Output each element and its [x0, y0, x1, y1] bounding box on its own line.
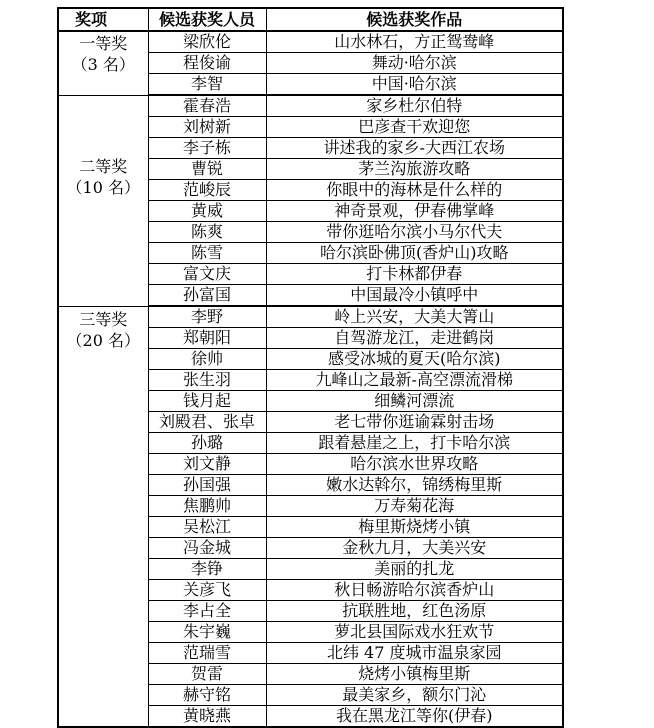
candidate-name-cell: 刘树新: [148, 117, 266, 138]
candidate-name-cell: 贺雷: [148, 664, 266, 685]
candidate-work-cell: 抗联胜地，红色汤原: [266, 601, 563, 622]
candidate-name-cell: 陈爽: [148, 222, 266, 243]
candidate-name-cell: 黄晓燕: [148, 706, 266, 728]
candidate-name-cell: 李子栋: [148, 138, 266, 159]
candidate-name-cell: 霍春浩: [148, 95, 266, 117]
candidate-name-cell: 冯金城: [148, 538, 266, 559]
award-group-cell: [58, 95, 148, 306]
candidate-work-cell: 萝北县国际戏水狂欢节: [266, 622, 563, 643]
candidate-work-cell: 中国最冷小镇呼中: [266, 285, 563, 307]
candidate-work-cell: 北纬 47 度城市温泉家园: [266, 643, 563, 664]
candidate-work-cell: 神奇景观，伊春佛掌峰: [266, 201, 563, 222]
candidate-work-cell: 家乡杜尔伯特: [266, 95, 563, 117]
candidate-work-cell: 最美家乡，额尔门沁: [266, 685, 563, 706]
candidate-name-cell: 范瑞雪: [148, 643, 266, 664]
candidate-name-cell: 范峻辰: [148, 180, 266, 201]
candidate-name-cell: 孙国强: [148, 475, 266, 496]
candidate-work-cell: 你眼中的海林是什么样的: [266, 180, 563, 201]
candidate-work-cell: 美丽的扎龙: [266, 559, 563, 580]
award-group-name: 一等奖: [79, 34, 128, 53]
candidate-name-cell: 朱宇巍: [148, 622, 266, 643]
table-body: [58, 31, 563, 727]
candidate-name-cell: 关彦飞: [148, 580, 266, 601]
column-header-candidate-name: 候选获奖人员: [148, 8, 266, 31]
candidate-name-cell: 李野: [148, 306, 266, 328]
candidate-work-cell: 自驾游龙江，走进鹤岗: [266, 328, 563, 349]
candidate-name-cell: 张生羽: [148, 370, 266, 391]
awards-table: [57, 7, 564, 728]
award-group-name: 三等奖: [79, 309, 128, 329]
candidate-work-cell: 感受冰城的夏天(哈尔滨): [266, 349, 563, 370]
candidate-name-cell: 黄威: [148, 201, 266, 222]
candidate-name-cell: 富文庆: [148, 264, 266, 285]
candidate-name-cell: 梁欣伦: [148, 31, 266, 53]
candidate-work-cell: 我在黑龙江等你(伊春): [266, 706, 563, 728]
column-header-candidate-work: 候选获奖作品: [266, 8, 563, 31]
award-group-name: 二等奖: [79, 156, 128, 176]
candidate-work-cell: 嫩水达斡尔，锦绣梅里斯: [266, 475, 563, 496]
table-row: [58, 95, 563, 117]
candidate-name-cell: 刘殿君、张卓: [148, 412, 266, 433]
candidate-work-cell: 打卡林都伊春: [266, 264, 563, 285]
candidate-work-cell: 舞动·哈尔滨: [266, 53, 563, 74]
header-row: [58, 8, 563, 31]
candidate-work-cell: 哈尔滨卧佛顶(香炉山)攻略: [266, 243, 563, 264]
candidate-work-cell: 中国·哈尔滨: [266, 74, 563, 96]
candidate-work-cell: 老七带你逛谕霖射击场: [266, 412, 563, 433]
candidate-name-cell: 钱月起: [148, 391, 266, 412]
candidate-name-cell: 李铮: [148, 559, 266, 580]
candidate-work-cell: 茅兰沟旅游攻略: [266, 159, 563, 180]
candidate-work-cell: 秋日畅游哈尔滨香炉山: [266, 580, 563, 601]
candidate-name-cell: 程俊谕: [148, 53, 266, 74]
candidate-work-cell: 哈尔滨水世界攻略: [266, 454, 563, 475]
table-row: [58, 306, 563, 328]
candidate-name-cell: 赫守铭: [148, 685, 266, 706]
candidate-name-cell: 吴松江: [148, 517, 266, 538]
candidate-name-cell: 郑朝阳: [148, 328, 266, 349]
candidate-work-cell: 梅里斯烧烤小镇: [266, 517, 563, 538]
candidate-work-cell: 烧烤小镇梅里斯: [266, 664, 563, 685]
candidate-name-cell: 陈雪: [148, 243, 266, 264]
award-group-cell: [58, 306, 148, 727]
column-header-award: 奖项: [58, 8, 148, 31]
candidate-work-cell: 山水林石，方正鸳鸯峰: [266, 31, 563, 53]
candidate-work-cell: 带你逛哈尔滨小马尔代夫: [266, 222, 563, 243]
award-group-cell: [58, 31, 148, 95]
award-group-count: （20 名）: [66, 330, 140, 350]
award-group-count: （10 名）: [66, 177, 140, 197]
candidate-name-cell: 徐帅: [148, 349, 266, 370]
candidate-work-cell: 跟着悬崖之上，打卡哈尔滨: [266, 433, 563, 454]
candidate-work-cell: 岭上兴安，大美大箐山: [266, 306, 563, 328]
candidate-work-cell: 九峰山之最新-高空漂流滑梯: [266, 370, 563, 391]
candidate-name-cell: 李智: [148, 74, 266, 96]
table-row: [58, 31, 563, 53]
candidate-name-cell: 曹锐: [148, 159, 266, 180]
candidate-work-cell: 讲述我的家乡-大西江农场: [266, 138, 563, 159]
award-group-count: （3 名）: [71, 55, 135, 74]
candidate-work-cell: 巴彦查干欢迎您: [266, 117, 563, 138]
candidate-name-cell: 孙富国: [148, 285, 266, 307]
candidate-name-cell: 李占全: [148, 601, 266, 622]
candidate-work-cell: 金秋九月，大美兴安: [266, 538, 563, 559]
candidate-name-cell: 孙璐: [148, 433, 266, 454]
candidate-work-cell: 万寿菊花海: [266, 496, 563, 517]
candidate-name-cell: 焦鹏帅: [148, 496, 266, 517]
candidate-name-cell: 刘文静: [148, 454, 266, 475]
candidate-work-cell: 细鳞河漂流: [266, 391, 563, 412]
